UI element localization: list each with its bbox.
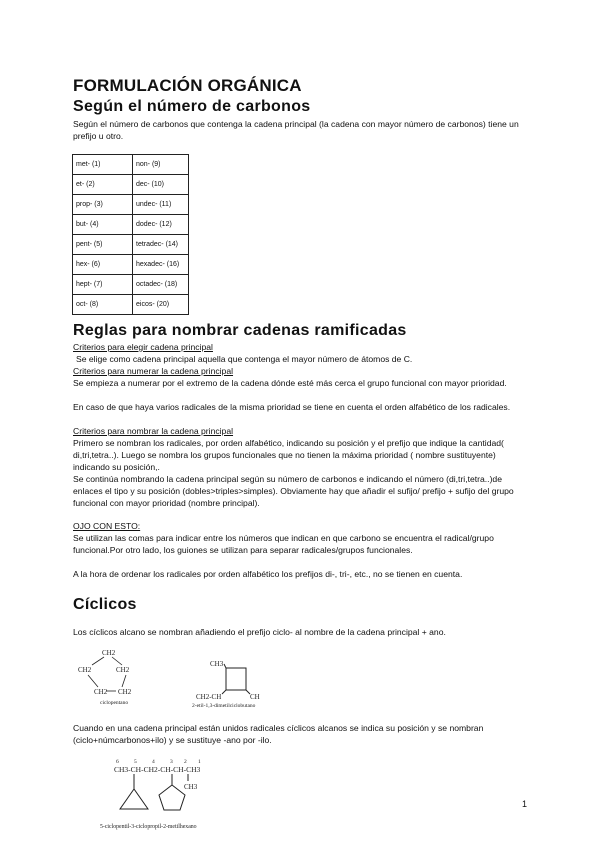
carbon-number: 2 xyxy=(184,759,187,765)
ring-bonds xyxy=(222,664,250,694)
prefix-cell: but- (4) xyxy=(73,215,133,235)
prefix-cell: hept- (7) xyxy=(73,275,133,295)
prefix-cell: hex- (6) xyxy=(73,255,133,275)
paragraph-radicales-ciclicos: Cuando en una cadena principal están unidos radicales cíclicos alcanos se indica su posición y se nombran (ciclo+númcarbonos+ilo) y se sustituye -ano por -ilo. xyxy=(73,723,484,745)
prefix-table-row xyxy=(73,235,189,255)
atom-label: CH2 xyxy=(118,688,132,696)
paragraph-prefijos: A la hora de ordenar los radicales por orden alfabético los prefijos di-, tri-, etc., no se tienen en cuenta. xyxy=(73,569,463,579)
carbon-number: 1 xyxy=(198,759,201,765)
main-chain: CH3-CH-CH2-CH-CH-CH3 xyxy=(114,765,201,774)
prefix-table-row xyxy=(73,155,189,175)
atom-label: CH3 xyxy=(210,660,224,668)
prefix-cell: non- (9) xyxy=(133,155,189,175)
diagram-caption: 5-ciclopentil-3-ciclopropil-2-metilhexano xyxy=(100,824,197,830)
carbon-number: 6 xyxy=(116,759,119,765)
prefix-cell: hexadec- (16) xyxy=(133,255,189,275)
paragraph-orden-alfabetico: En caso de que haya varios radicales de la misma prioridad se tiene en cuenta el orden alfabético de los radicales. xyxy=(73,402,511,412)
section-heading-carbonos: Según el número de carbonos xyxy=(73,98,311,115)
ciclobutano-diagram xyxy=(188,648,288,710)
ring-bonds xyxy=(120,774,188,810)
prefix-table-row xyxy=(73,195,189,215)
prefix-cell: octadec- (18) xyxy=(133,275,189,295)
prefix-table-row xyxy=(73,275,189,295)
subheading-elegir: Criterios para elegir cadena principal xyxy=(73,342,213,352)
paragraph-numerar: Se empieza a numerar por el extremo de la cadena dónde esté más cerca el grupo funcional con mayor prioridad. xyxy=(73,378,507,388)
prefix-cell: tetradec- (14) xyxy=(133,235,189,255)
atom-label: CH2 xyxy=(78,666,92,674)
subheading-nombrar: Criterios para nombrar la cadena principal xyxy=(73,426,234,436)
paragraph-radicales: Primero se nombran los radicales, por orden alfabético, indicando su posición y el prefijo que indique la cantidad( di,tri,tetra..). Luego se nombra los grupos funcionales que no tienen la máxima prioridad ( nombre sustituyente) indicando su posición,. xyxy=(73,438,504,472)
prefix-table xyxy=(72,154,189,315)
section-heading-ciclicos: Cíclicos xyxy=(73,596,137,613)
atom-label: CH2 xyxy=(102,649,116,657)
prefix-cell: et- (2) xyxy=(73,175,133,195)
diagram-caption: ciclopentano xyxy=(100,700,129,706)
ciclopentano-diagram xyxy=(70,645,170,707)
section-heading-reglas: Reglas para nombrar cadenas ramificadas xyxy=(73,322,407,339)
prefix-table-row xyxy=(73,175,189,195)
paragraph-comas: Se utilizan las comas para indicar entre los números que indican en que carbono se encuentra el radical/grupo funcional.Por otro lado, los guiones se utilizan para separar radicales/grupos funcionales. xyxy=(73,533,494,555)
prefix-cell: eicos- (20) xyxy=(133,295,189,315)
carbon-number: 4 xyxy=(152,759,155,765)
carbon-number: 5 xyxy=(134,759,137,765)
prefix-cell: dec- (10) xyxy=(133,175,189,195)
subheading-numerar: Criterios para numerar la cadena principal xyxy=(73,366,234,376)
prefix-cell: prop- (3) xyxy=(73,195,133,215)
prefix-table-row xyxy=(73,295,189,315)
intro-paragraph: Según el número de carbonos que contenga la cadena principal (la cadena con mayor número de carbonos) tiene un prefijo u otro. xyxy=(73,119,519,141)
prefix-cell: undec- (11) xyxy=(133,195,189,215)
atom-label: CH2 xyxy=(116,666,130,674)
ring-bonds xyxy=(88,657,126,691)
paragraph-elegir: Se elige como cadena principal aquella que contenga el mayor número de átomos de C. xyxy=(76,354,413,364)
atom-label: CH2-CH xyxy=(196,693,222,701)
page-number: 1 xyxy=(522,799,528,809)
paragraph-cadena-principal: Se continúa nombrando la cadena principal según su número de carbonos e indicando el número (di,tri,tetra..)de enlaces el tipo y su posición (dobles>triples>simples). Obviamente hay que añadir el sufijo/ prefijo + sufijo del grupo funcional con mayor prioridad (nombre principal). xyxy=(73,474,514,508)
page-title: FORMULACIÓN ORGÁNICA xyxy=(73,76,302,95)
prefix-cell: pent- (5) xyxy=(73,235,133,255)
diagram-caption: 2-etil-1,3-dimetilciclobutano xyxy=(192,703,256,709)
prefix-table-row xyxy=(73,255,189,275)
prefix-cell: met- (1) xyxy=(73,155,133,175)
prefix-cell: dodec- (12) xyxy=(133,215,189,235)
prefix-table-row xyxy=(73,215,189,235)
atom-label: CH xyxy=(250,693,260,701)
ojo-label: OJO CON ESTO: xyxy=(73,521,141,531)
methyl-group: CH3 xyxy=(184,783,198,791)
paragraph-ciclicos: Los cíclicos alcano se nombran añadiendo el prefijo ciclo- al nombre de la cadena principal + ano. xyxy=(73,627,446,637)
carbon-number: 3 xyxy=(170,759,173,765)
ciclopentil-ciclopropil-diagram xyxy=(100,757,260,833)
atom-label: CH2 xyxy=(94,688,108,696)
prefix-cell: oct- (8) xyxy=(73,295,133,315)
